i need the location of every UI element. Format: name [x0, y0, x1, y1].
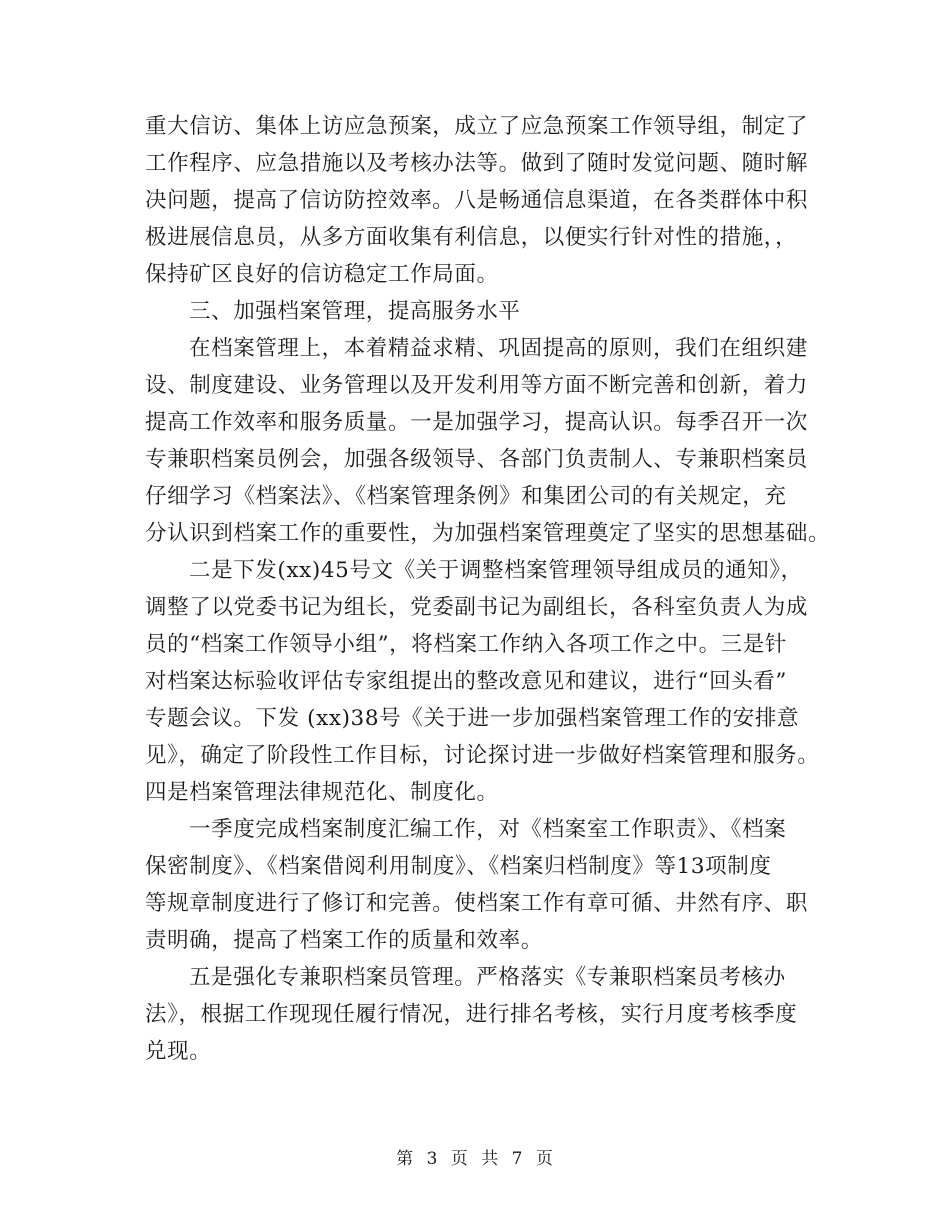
footer-label-total: 共 — [481, 1149, 500, 1169]
text-line: 重大信访、集体上访应急预案，成立了应急预案工作领导组，制定了 — [145, 114, 809, 139]
text-line: 四是档案管理法律规范化、制度化。 — [145, 780, 499, 805]
paragraph-petition-plan — [145, 108, 815, 293]
footer-label-page: 第 — [396, 1149, 415, 1169]
page-footer — [0, 1144, 950, 1169]
text-line: 见》，确定了阶段性工作目标，讨论探讨进一步做好档案管理和服务。 — [145, 743, 820, 768]
text-line: 一季度完成档案制度汇编工作，对《档案室工作职责》、《档案 — [189, 817, 787, 842]
text-line: 极进展信息员，从多方面收集有利信息，以便实行针对性的措施，， — [145, 225, 798, 250]
text-line: 在档案管理上，本着精益求精、巩固提高的原则，我们在组织建 — [189, 336, 808, 361]
text-line: 专题会议。下发 (xx)38号《关于进一步加强档案管理工作的安排意 — [145, 706, 800, 731]
paragraph-archivist-management — [145, 959, 815, 1070]
text-line: 五是强化专兼职档案员管理。严格落实《专兼职档案员考核办 — [189, 965, 786, 990]
text-line: 对档案达标验收评估专家组提出的整改意见和建议，进行“回头看” — [145, 669, 787, 694]
document-body — [145, 108, 831, 1070]
text-line: 二是下发(xx)45号文《关于调整档案管理领导组成员的通知》， — [189, 558, 803, 583]
text-line: 专兼职档案员例会，加强各级领导、各部门负责制人、专兼职档案员 — [145, 447, 809, 472]
total-pages: 7 — [511, 1149, 524, 1169]
text-line: 等规章制度进行了修订和完善。使档案工作有章可循、井然有序、职 — [145, 891, 809, 916]
text-line: 法》，根据工作现现任履行情况，进行排名考核，实行月度考核季度 — [145, 1002, 798, 1027]
section-heading-archives — [145, 293, 815, 330]
paragraph-leadership-group — [145, 552, 820, 811]
paragraph-system-compilation — [145, 811, 815, 959]
footer-label-unit: 页 — [450, 1149, 469, 1169]
text-line: 保密制度》、《档案借阅利用制度》、《档案归档制度》等13项制度 — [145, 854, 772, 879]
text-line: 保持矿区良好的信访稳定工作局面。 — [145, 262, 499, 287]
footer-label-unit-end: 页 — [535, 1149, 554, 1169]
text-line: 分认识到档案工作的重要性，为加强档案管理奠定了坚实的思想基础。 — [145, 521, 831, 546]
page-number: 3 — [426, 1149, 439, 1169]
text-line: 工作程序、应急措施以及考核办法等。做到了随时发觉问题、随时解 — [145, 151, 809, 176]
section-heading: 三、加强档案管理，提高服务水平 — [189, 299, 521, 324]
text-line: 决问题，提高了信访防控效率。八是畅通信息渠道，在各类群体中积 — [145, 188, 809, 213]
text-line: 员的“档案工作领导小组”，将档案工作纳入各项工作之中。三是针 — [145, 632, 787, 657]
text-line: 调整了以党委书记为组长，党委副书记为副组长，各科室负责人为成 — [145, 595, 809, 620]
text-line: 仔细学习《档案法》、《档案管理条例》和集团公司的有关规定，充 — [145, 484, 787, 509]
text-line: 责明确，提高了档案工作的质量和效率。 — [145, 928, 543, 953]
paragraph-archive-management — [145, 330, 831, 552]
text-line: 设、制度建设、业务管理以及开发利用等方面不断完善和创新，着力 — [145, 373, 809, 398]
text-line: 提高工作效率和服务质量。一是加强学习，提高认识。每季召开一次 — [145, 410, 809, 435]
text-line: 兑现。 — [145, 1039, 212, 1064]
